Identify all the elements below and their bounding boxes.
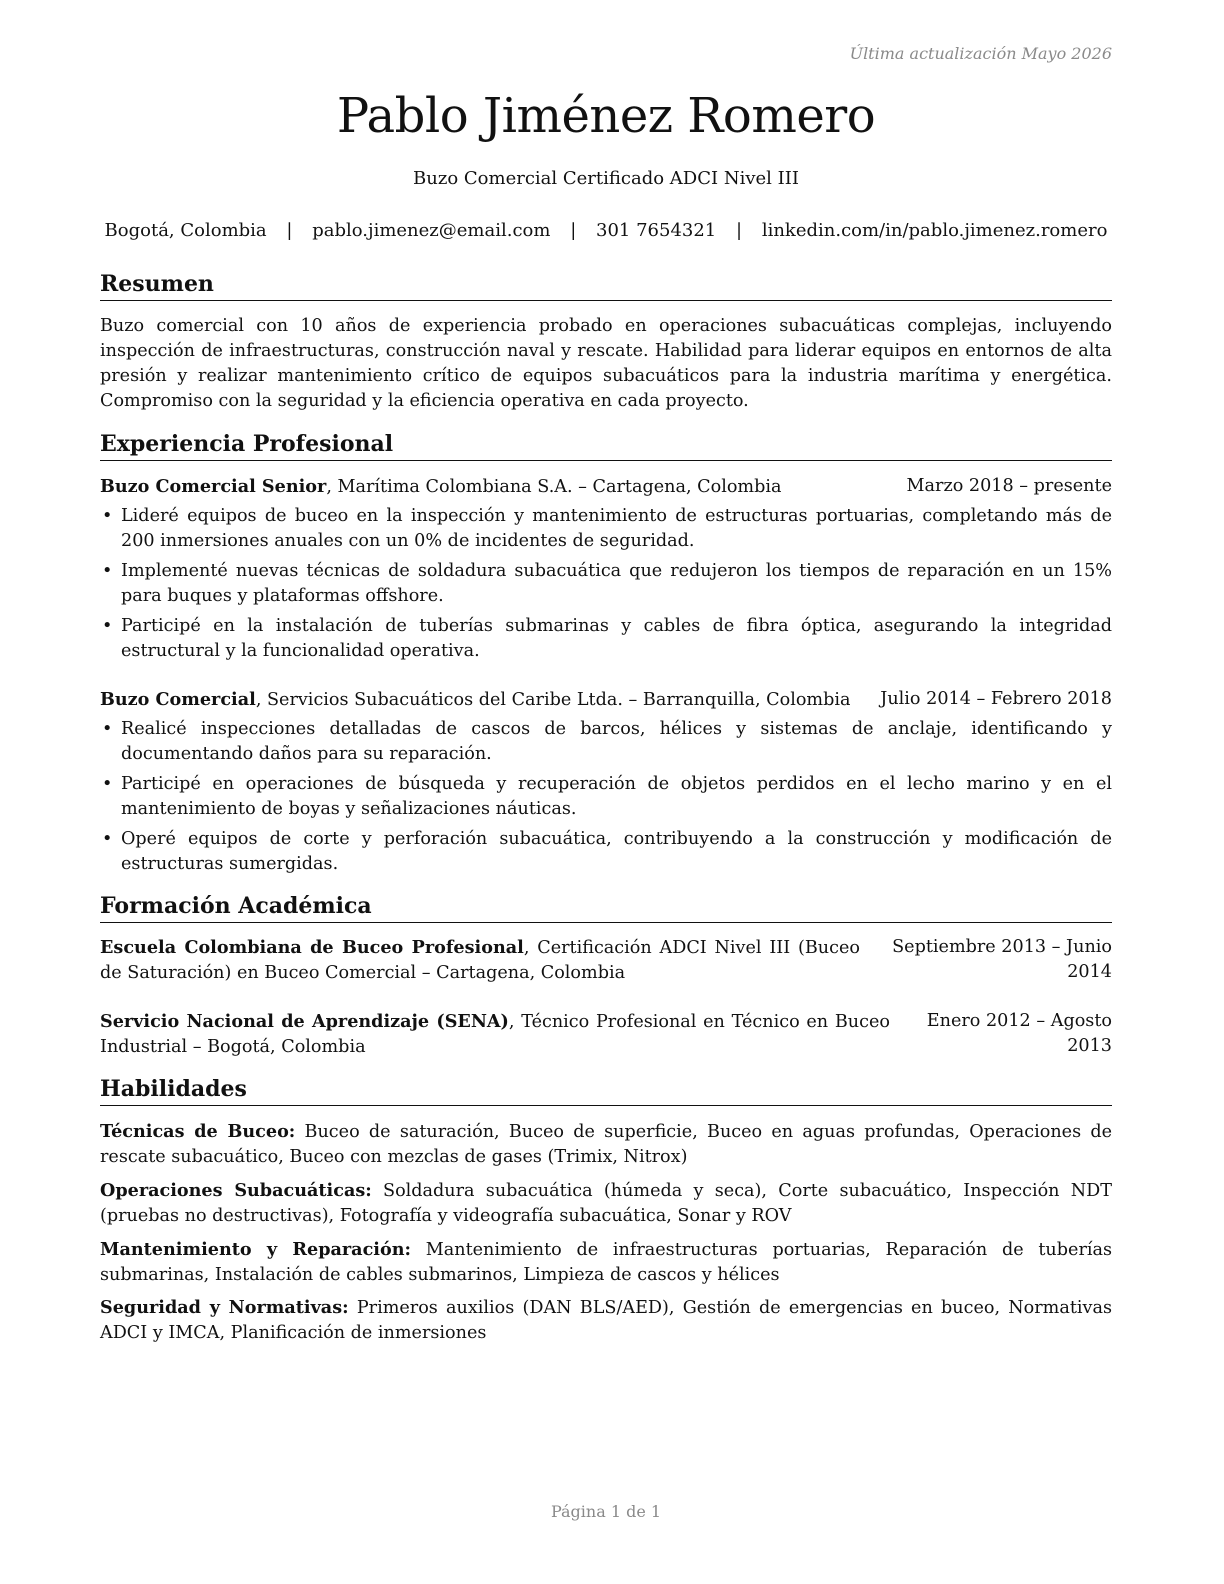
job-header	[100, 474, 1112, 500]
job-company: , Servicios Subacuáticos del Caribe Ltda. – Barranquilla, Colombia	[255, 690, 851, 710]
last-updated: Última actualización Mayo 2026	[849, 44, 1112, 63]
skill-item	[100, 1237, 1112, 1288]
candidate-name: Pablo Jiménez Romero	[336, 88, 876, 144]
candidate-title: Buzo Comercial Certificado ADCI Nivel III	[413, 168, 799, 189]
section-title-experience: Experiencia Profesional	[100, 430, 1112, 461]
bullet-icon: •	[102, 774, 113, 794]
bullet-icon: •	[102, 506, 113, 526]
job-header	[100, 687, 1112, 713]
summary-text: Buzo comercial con 10 años de experiencia probado en operaciones subacuáticas complejas, incluyendo inspección de infraestructuras, construcción naval y rescate. Habilidad para liderar equipos en entornos de alta presión y realizar mantenimiento crítico de equipos subacuáticos para la industria marítima y energética. Compromiso con la seguridad y la eficiencia operativa en cada proyecto.	[100, 316, 1112, 411]
skill-text: Soldadura subacuática (húmeda y seca), Corte subacuático, Inspección NDT (pruebas no destructivas), Fotografía y videografía subacuática, Sonar y ROV	[100, 1181, 1113, 1226]
education-dates: Septiembre 2013 – Junio 2014	[892, 937, 1112, 982]
contact-email[interactable]: pablo.jimenez@email.com	[312, 220, 551, 241]
job-bullets	[100, 717, 1112, 882]
list-item: • Realicé inspecciones detalladas de cascos de barcos, hélices y sistemas de anclaje, identificando y documentando daños para su reparación.	[102, 719, 1112, 764]
contact-location: Bogotá, Colombia	[104, 220, 267, 241]
contact-separator: |	[286, 220, 293, 241]
job-role: Buzo Comercial Senior	[100, 476, 327, 497]
section-title-skills: Habilidades	[100, 1075, 1112, 1106]
skill-item	[100, 1119, 1112, 1170]
bullet-icon: •	[102, 616, 113, 636]
skill-label: Mantenimiento y Reparación:	[100, 1239, 411, 1260]
education-item	[100, 1009, 1112, 1060]
education-program: , Técnico Profesional en Técnico en Buceo Industrial – Bogotá, Colombia	[100, 1012, 890, 1057]
job-company: , Marítima Colombiana S.A. – Cartagena, Colombia	[326, 477, 782, 497]
section-title-education: Formación Académica	[100, 892, 1112, 923]
contact-linkedin[interactable]: linkedin.com/in/pablo.jimenez.romero	[761, 220, 1108, 241]
job-bullets	[100, 504, 1112, 669]
skill-label: Operaciones Subacuáticas:	[100, 1180, 372, 1201]
education-item	[100, 935, 1112, 986]
skill-item	[100, 1178, 1112, 1229]
education-details	[100, 1009, 890, 1060]
job-role: Buzo Comercial	[100, 689, 256, 710]
skill-text: Mantenimiento de infraestructuras portuarias, Reparación de tuberías submarinas, Instalación de cables submarinos, Limpieza de cascos y hélices	[100, 1240, 1112, 1285]
list-item: • Lideré equipos de buceo en la inspección y mantenimiento de estructuras portuarias, completando más de 200 inmersiones anuales con un 0% de incidentes de seguridad.	[102, 506, 1112, 551]
job-dates: Marzo 2018 – presente	[906, 476, 1112, 496]
list-item: • Operé equipos de corte y perforación subacuática, contribuyendo a la construcción y modificación de estructuras sumergidas.	[102, 829, 1112, 874]
education-dates: Enero 2012 – Agosto 2013	[926, 1011, 1112, 1056]
bullet-icon: •	[102, 829, 113, 849]
education-school: Escuela Colombiana de Buceo Profesional	[100, 937, 524, 958]
skill-label: Técnicas de Buceo:	[100, 1121, 296, 1142]
bullet-icon: •	[102, 561, 113, 581]
skill-text: Buceo de saturación, Buceo de superficie, Buceo en aguas profundas, Operaciones de rescate subacuático, Buceo con mezclas de gases (Trimix, Nitrox)	[100, 1122, 1113, 1167]
education-program: , Certificación ADCI Nivel III (Buceo de Saturación) en Buceo Comercial – Cartagena, Colombia	[100, 938, 860, 983]
list-item: • Participé en la instalación de tuberías submarinas y cables de fibra óptica, asegurando la integridad estructural y la funcionalidad operativa.	[102, 616, 1112, 661]
resume-page	[100, 0, 1112, 1584]
contact-separator: |	[570, 220, 577, 241]
education-details	[100, 935, 860, 986]
job-dates: Julio 2014 – Febrero 2018	[880, 689, 1112, 709]
bullet-icon: •	[102, 719, 113, 739]
skill-label: Seguridad y Normativas:	[100, 1297, 349, 1318]
skill-text: Primeros auxilios (DAN BLS/AED), Gestión de emergencias en buceo, Normativas ADCI y IMCA, Planificación de inmersiones	[100, 1298, 1113, 1343]
contact-phone[interactable]: 301 7654321	[596, 220, 717, 241]
page-number: Página 1 de 1	[550, 1502, 662, 1521]
contact-line	[100, 220, 1112, 241]
section-title-summary: Resumen	[100, 270, 1112, 301]
contact-separator: |	[736, 220, 743, 241]
skill-item	[100, 1295, 1112, 1346]
education-school: Servicio Nacional de Aprendizaje (SENA)	[100, 1011, 509, 1032]
list-item: • Participé en operaciones de búsqueda y recuperación de objetos perdidos en el lecho marino y en el mantenimiento de boyas y señalizaciones náuticas.	[102, 774, 1112, 819]
list-item: • Implementé nuevas técnicas de soldadura subacuática que redujeron los tiempos de reparación en un 15% para buques y plataformas offshore.	[102, 561, 1112, 606]
